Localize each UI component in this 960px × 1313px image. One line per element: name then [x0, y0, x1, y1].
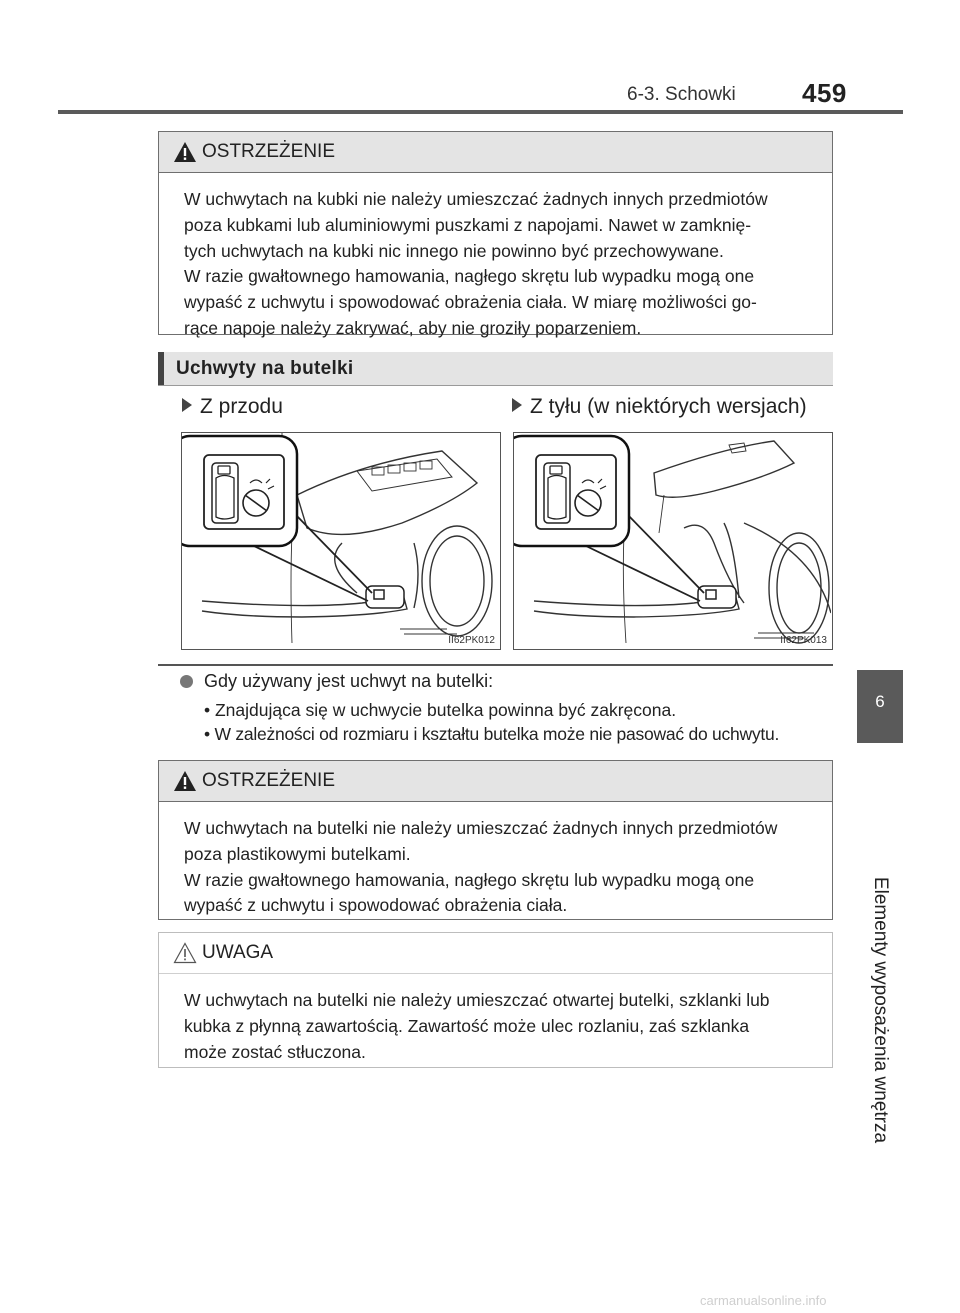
door-panel-drawing [514, 433, 831, 648]
warning-box-title: OSTRZEŻENIE [202, 770, 336, 791]
section-heading-bar [158, 352, 164, 385]
illustration-code: II62PK012 [448, 635, 495, 646]
text-line: kubka z płynną zawartością. Zawartość może ulec rozlaniu, zaś szklanka [184, 1015, 750, 1036]
arrow-right-icon [512, 398, 522, 412]
header-section-title: 6-3. Schowki [627, 84, 736, 105]
subheading-front [182, 395, 283, 419]
text-line: poza kubkami lub aluminiowymi puszkami z napojami. Nawet w zamknię- [184, 214, 752, 235]
notice-triangle-icon [173, 942, 197, 964]
content-divider [158, 664, 833, 666]
list-item: • Znajdująca się w uchwycie butelka powinna być zakręcona. [204, 700, 677, 720]
illustration-front-bottle-holder [181, 432, 501, 650]
usage-heading-text: Gdy używany jest uchwyt na butelki: [204, 671, 494, 691]
text-line: rące napoje należy zakrywać, aby nie groziły poparzeniem. [184, 317, 642, 338]
text-line: W uchwytach na butelki nie należy umieszczać żadnych innych przedmiotów [184, 818, 778, 838]
page-number: 459 [802, 78, 847, 108]
warning-box-text [159, 802, 832, 919]
notice-box [158, 932, 833, 1068]
text-line: poza plastikowymi butelkami. [184, 843, 411, 864]
bullet-dot-icon [180, 675, 193, 688]
notice-box-header [159, 933, 832, 974]
header-divider [58, 110, 903, 114]
chapter-title: Elementy wyposażenia wnętrza [870, 876, 891, 1144]
text-line: wypaść z uchwytu i spowodować obrażenia ciała. [184, 895, 568, 916]
text-line: W razie gwałtownego hamowania, nagłego skrętu lub wypadku mogą one [184, 266, 755, 287]
warning-box-header [159, 761, 832, 802]
chapter-tab [857, 670, 903, 743]
illustration-rear-bottle-holder [513, 432, 833, 650]
subheading-front-label: Z przodu [200, 395, 283, 418]
text-line: W razie gwałtownego hamowania, nagłego skrętu lub wypadku mogą one [184, 869, 755, 890]
warning-triangle-icon [173, 770, 197, 792]
text-line: wypaść z uchwytu i spowodować obrażenia ciała. W miarę możliwości go- [184, 292, 757, 313]
door-panel-drawing [182, 433, 499, 648]
warning-box-title: OSTRZEŻENIE [202, 141, 336, 162]
warning-box-cupholder [158, 131, 833, 338]
warning-triangle-icon [173, 141, 197, 163]
notice-box-text [159, 974, 832, 1065]
warning-box-bottleholder [158, 760, 833, 920]
list-item: • W zależności od rozmiaru i kształtu butelka może nie pasować do uchwytu. [204, 724, 780, 744]
warning-box-text [159, 173, 832, 342]
text-line: W uchwytach na kubki nie należy umieszczać żadnych innych przedmiotów [184, 189, 768, 209]
warning-box-header [159, 132, 832, 173]
notice-box-title: UWAGA [202, 942, 274, 963]
illustration-code: II62PK013 [780, 635, 827, 646]
text-line: W uchwytach na butelki nie należy umieszczać otwartej butelki, szklanki lub [184, 990, 770, 1010]
section-heading-title: Uchwyty na butelki [176, 358, 354, 379]
text-line: tych uchwytach na kubki nic innego nie powinno być przechowywane. [184, 240, 724, 261]
subheading-rear-label: Z tyłu (w niektórych wersjach) [530, 395, 807, 418]
chapter-number: 6 [875, 692, 885, 711]
watermark: carmanualsonline.info [700, 1293, 827, 1308]
text-line: może zostać stłuczona. [184, 1041, 366, 1062]
arrow-right-icon [182, 398, 192, 412]
usage-heading [180, 671, 493, 692]
section-heading [158, 352, 833, 386]
subheading-rear [512, 395, 807, 419]
